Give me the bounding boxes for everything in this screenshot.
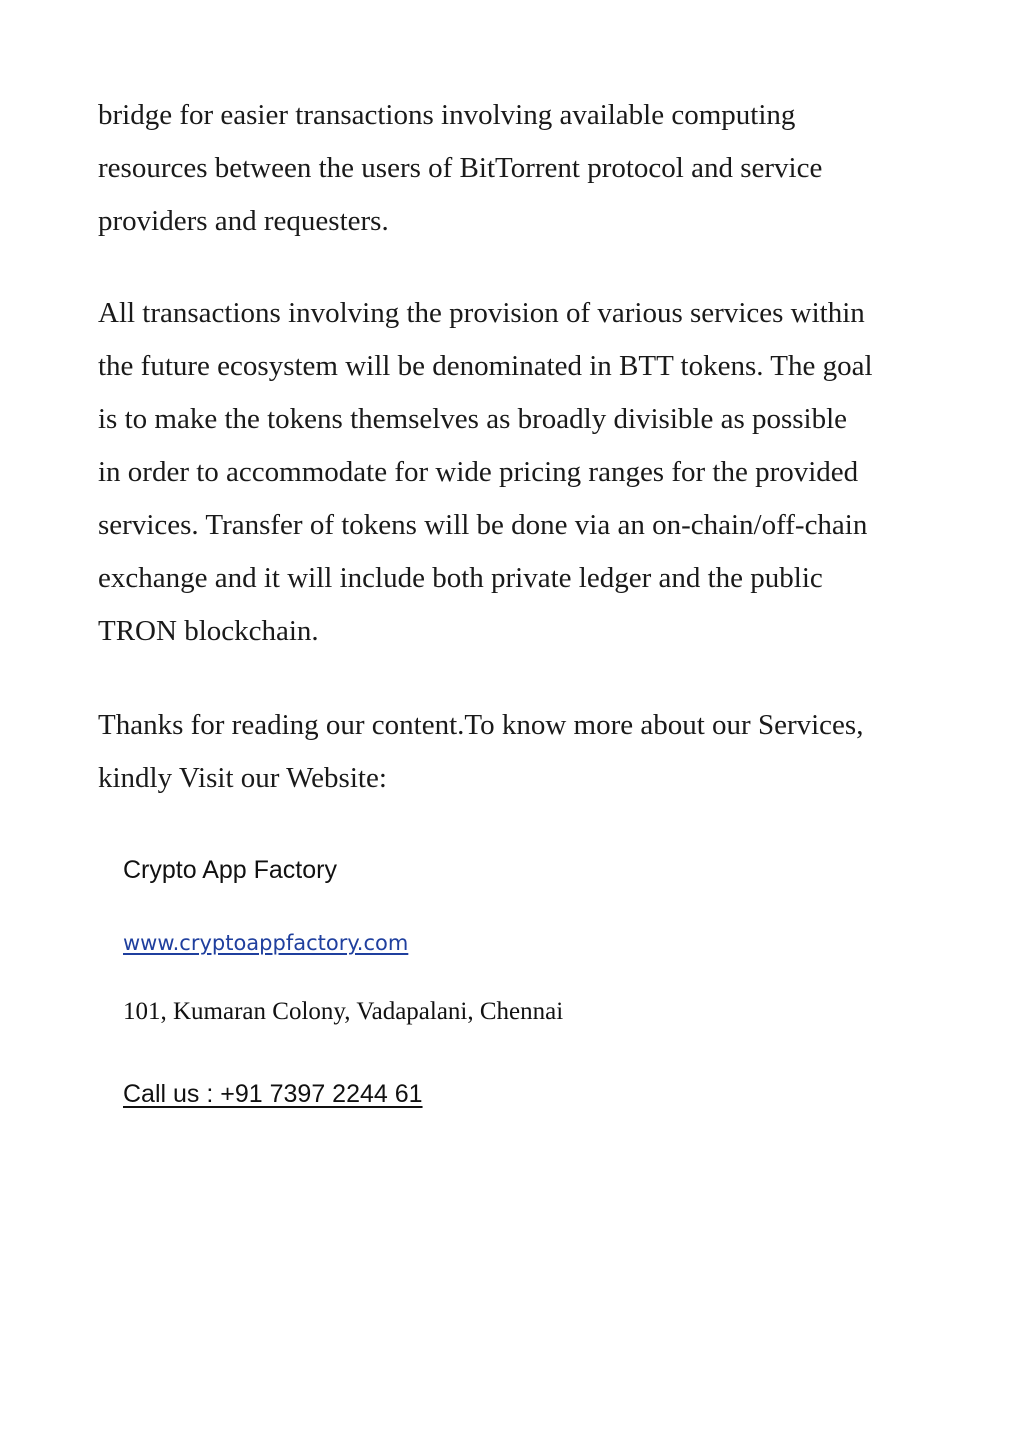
paragraph-line: services. Transfer of tokens will be done via an on-chain/off-chain (98, 509, 868, 541)
company-name: Crypto App Factory (123, 856, 337, 884)
company-address: 101, Kumaran Colony, Vadapalani, Chennai (123, 998, 564, 1025)
paragraph-line: the future ecosystem will be denominated in BTT tokens. The goal (98, 350, 873, 382)
paragraph-transactions (98, 287, 938, 658)
paragraph-intro (98, 89, 938, 248)
paragraph-line: kindly Visit our Website: (98, 762, 387, 794)
paragraph-line: providers and requesters. (98, 205, 389, 237)
phone-link[interactable]: Call us : +91 7397 2244 61 (123, 1080, 423, 1108)
paragraph-line: All transactions involving the provision of various services within (98, 297, 865, 329)
paragraph-thanks (98, 699, 938, 805)
paragraph-line: resources between the users of BitTorrent protocol and service (98, 152, 823, 184)
paragraph-line: TRON blockchain. (98, 615, 319, 647)
paragraph-line: in order to accommodate for wide pricing ranges for the provided (98, 456, 859, 488)
paragraph-line: is to make the tokens themselves as broadly divisible as possible (98, 403, 848, 435)
paragraph-line: exchange and it will include both private ledger and the public (98, 562, 823, 594)
paragraph-line: bridge for easier transactions involving available computing (98, 99, 796, 131)
website-link[interactable]: www.cryptoappfactory.com (123, 931, 409, 955)
paragraph-line: Thanks for reading our content.To know more about our Services, (98, 709, 864, 741)
